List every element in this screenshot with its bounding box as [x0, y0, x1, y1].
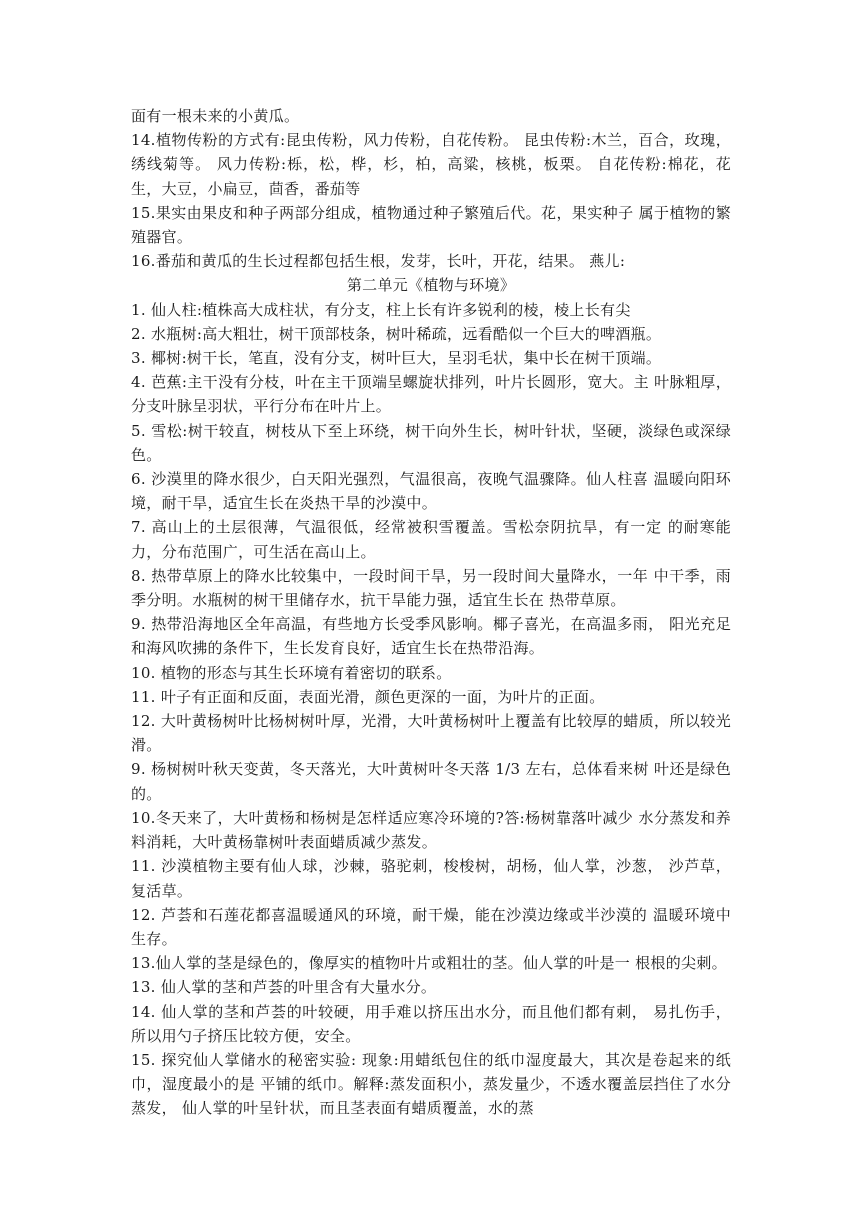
list-item: 4. 芭蕉:主干没有分枝，叶在主干顶端呈螺旋状排列，叶片长圆形，宽大。主 叶脉粗厚，分支叶脉呈羽状，平行分布在叶片上。	[131, 373, 731, 416]
list-item: 6. 沙漠里的降水很少，白天阳光强烈，气温很高，夜晚气温骤降。仙人柱喜 温暖向阳环境，耐干旱，适宜生长在炎热干旱的沙漠中。	[131, 470, 731, 513]
unit-title: 第二单元《植物与环境》	[346, 276, 516, 295]
list-item: 11. 沙漠植物主要有仙人球，沙棘，骆驼刺，梭梭树，胡杨，仙人掌，沙葱， 沙芦草，复活草。	[131, 857, 731, 900]
list-item: 3. 椰树:树干长，笔直，没有分支，树叶巨大，呈羽毛状，集中长在树干顶端。	[131, 349, 662, 368]
list-item: 8. 热带草原上的降水比较集中，一段时间干旱，另一段时间大量降水，一年 中干季，雨季分明。水瓶树的树干里储存水，抗干旱能力强，适宜生长在 热带草原。	[131, 566, 731, 610]
list-item: 14. 仙人掌的茎和芦荟的叶较硬，用手难以挤压出水分，而且他们都有刺， 易扎伤手，所以用勺子挤压比较方便，安全。	[131, 1002, 731, 1045]
document-page	[131, 104, 731, 1121]
list-item: 12. 芦荟和石莲花都喜温暖通风的环境，耐干燥，能在沙漠边缘或半沙漠的 温暖环境中生存。	[131, 905, 731, 948]
paragraph-fruit: 15.果实由果皮和种子两部分组成，植物通过种子繁殖后代。花，果实种子 属于植物的繁殖器官。	[131, 203, 731, 247]
list-item: 2. 水瓶树:高大粗壮，树干顶部枝条，树叶稀疏，远看酷似一个巨大的啤酒瓶。	[131, 324, 662, 343]
list-item: 10.冬天来了，大叶黄杨和杨树是怎样适应寒冷环境的?答:杨树靠落叶减少 水分蒸发和养料消耗，大叶黄杨靠树叶表面蜡质减少蒸发。	[131, 808, 731, 852]
list-item: 12. 大叶黄杨树叶比杨树树叶厚，光滑，大叶黄杨树叶上覆盖有比较厚的蜡质，所以较光滑。	[131, 712, 731, 755]
list-item: 7. 高山上的土层很薄，气温很低，经常被积雪覆盖。雪松奈阴抗旱，有一定 的耐寒能力，分布范围广，可生活在高山上。	[131, 518, 731, 561]
list-item: 1. 仙人柱:植株高大成柱状，有分支，柱上长有许多锐利的棱，棱上长有尖	[131, 300, 631, 319]
paragraph-pollination: 14.植物传粉的方式有:昆虫传粉，风力传粉，自花传粉。 昆虫传粉:木兰，百合，玫瑰，绣线菊等。 风力传粉:栎，松，桦，杉，柏，高粱，核桃，板栗。 自花传粉:棉花，花生，大豆，小扁豆，茴香，番茄等	[131, 131, 731, 198]
list-item: 9. 杨树树叶秋天变黄，冬天落光，大叶黄树叶冬天落 1/3 左右，总体看来树 叶还是绿色的。	[131, 760, 731, 803]
list-item: 15. 探究仙人掌储水的秘密实验: 现象:用蜡纸包住的纸巾湿度最大，其次是卷起来的纸巾，湿度最小的是 平铺的纸巾。解释:蒸发面积小，蒸发量少，不透水覆盖层挡住了水分蒸发， 仙人掌的叶呈针状，而且茎表面有蜡质覆盖，水的蒸	[131, 1050, 731, 1118]
list-item: 10. 植物的形态与其生长环境有着密切的联系。	[131, 663, 452, 682]
paragraph-continuation: 面有一根未来的小黄瓜。	[131, 107, 300, 125]
list-item: 11. 叶子有正面和反面，表面光滑，颜色更深的一面，为叶片的正面。	[131, 687, 605, 706]
list-item: 13.仙人掌的茎是绿色的，像厚实的植物叶片或粗壮的茎。仙人掌的叶是一 根根的尖刺。	[131, 954, 727, 973]
list-item: 5. 雪松:树干较直，树枝从下至上环绕，树干向外生长，树叶针状，坚硬，淡绿色或深绿色。	[131, 421, 731, 464]
paragraph-growth: 16.番茄和黄瓜的生长过程都包括生根，发芽，长叶，开花，结果。 燕儿:	[131, 252, 626, 271]
list-item: 13. 仙人掌的茎和芦荟的叶里含有大量水分。	[131, 978, 437, 997]
list-item: 9. 热带沿海地区全年高温，有些地方长受季风影响。椰子喜光，在高温多雨， 阳光充足和海风吹拂的条件下，生长发育良好，适宜生长在热带沿海。	[131, 615, 731, 658]
